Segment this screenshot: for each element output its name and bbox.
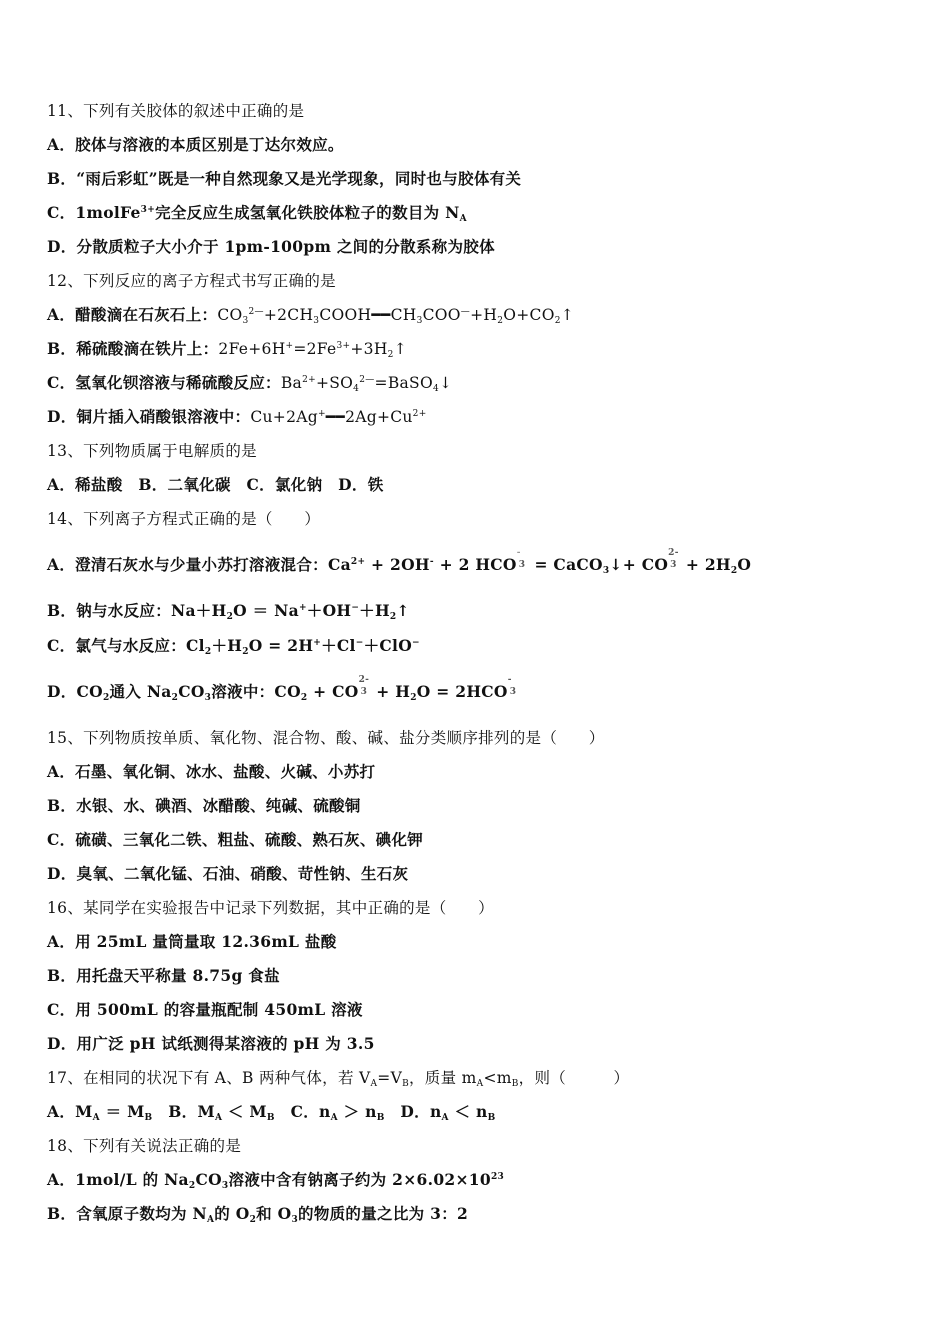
question-15-option-b: B．水银、水、碘酒、冰醋酸、纯碱、硫酸铜 <box>47 796 361 815</box>
question-12-option-d: D．铜片插入硝酸银溶液中：$Cu+2Ag^+━━2Ag+Cu^{2+}$ <box>47 407 427 426</box>
question-12-option-a: A．醋酸滴在石灰石上：$CO_3^{2—}+2CH_3COOH━━CH_3COO^—+H_2O+CO_2↑$ <box>47 305 575 326</box>
question-15-option-c: C．硫磺、三氧化二铁、粗盐、硫酸、熟石灰、碘化钾 <box>47 830 424 849</box>
question-15-option-d: D．臭氧、二氧化锰、石油、硝酸、苛性钠、生石灰 <box>47 864 409 883</box>
question-12-stem: 12、下列反应的离子方程式书写正确的是 <box>47 272 336 290</box>
question-12-option-b: B．稀硫酸滴在铁片上：$2Fe+6H^+=2Fe^{3+}+3H_2↑$ <box>47 339 407 360</box>
question-16-option-a: A．用 25mL 量筒量取 12.36mL 盐酸 <box>47 932 337 951</box>
question-13-stem: 13、下列物质属于电解质的是 <box>47 442 257 460</box>
question-14-stem: 14、下列离子方程式正确的是（ ） <box>47 510 321 528</box>
question-16-option-b: B．用托盘天平称量 8.75g 食盐 <box>47 966 280 985</box>
question-18-option-a: A．1mol/L 的 $Na_2CO_3$溶液中含有钠离子约为 $2\times 6.02\times 10^{23}$ <box>47 1170 505 1191</box>
question-11-option-c: C．1molFe$^{3+}$完全反应生成氢氧化铁胶体粒子的数目为 $N_A$ <box>47 203 467 224</box>
question-16-option-c: C．用 500mL 的容量瓶配制 450mL 溶液 <box>47 1000 363 1019</box>
question-14-option-d: D．$CO_2$通入 $Na_2CO_3$溶液中：$CO_2$ + CO 2- 3 + $H_2O = 2HCO$ - 3 <box>47 675 517 703</box>
question-11-option-d: D．分散质粒子大小介于 1pm-100pm 之间的分散系称为胶体 <box>47 237 495 256</box>
question-11-stem: 11、下列有关胶体的叙述中正确的是 <box>47 102 305 120</box>
question-15-option-a: A．石墨、氧化铜、冰水、盐酸、火碱、小苏打 <box>47 762 376 781</box>
question-18-option-b: B．含氧原子数均为 $N_A$的 $O_2$和 $O_3$的物质的量之比为 3：2 <box>47 1204 469 1225</box>
question-16-option-d: D．用广泛 pH 试纸测得某溶液的 pH 为 3.5 <box>47 1034 375 1053</box>
question-14-option-b: B．钠与水反应：$Na+H_2O$ ＝ $Na^++OH^-+H_2↑$ <box>47 601 410 622</box>
question-16-stem: 16、某同学在实验报告中记录下列数据，其中正确的是（ ） <box>47 899 494 917</box>
question-11-option-a: A．胶体与溶液的本质区别是丁达尔效应。 <box>47 135 344 154</box>
question-17-options: A．$M_A = M_B$ B．$M_A < M_B$ C．$n_A > n_B$ D．$n_A < n_B$ <box>47 1102 496 1123</box>
question-15-stem: 15、下列物质按单质、氧化物、混合物、酸、碱、盐分类顺序排列的是（ ） <box>47 729 605 747</box>
question-14-option-c: C．氯气与水反应：$Cl_2+H_2O = 2H^++Cl^-+ClO^-$ <box>47 636 420 657</box>
question-14-option-a: A．澄清石灰水与少量小苏打溶液混合：$Ca^{2+} + 2OH^- + 2$ HCO - 3 = CaCO$_3$↓+ CO 2- 3 + $2H_2O$ <box>47 548 752 576</box>
question-13-options: A．稀盐酸 B．二氧化碳 C．氯化钠 D．铁 <box>47 475 384 494</box>
question-17-stem: 17、在相同的状况下有 A、B 两种气体，若 $V_A=V_B$，质量 $m_A<m_B$，则（ ） <box>47 1069 630 1089</box>
question-12-option-c: C．氢氧化钡溶液与稀硫酸反应：$Ba^{2+}+SO_4^{2—}=BaSO_4↓$ <box>47 373 453 394</box>
question-11-option-b: B．“雨后彩虹”既是一种自然现象又是光学现象，同时也与胶体有关 <box>47 169 522 188</box>
question-18-stem: 18、下列有关说法正确的是 <box>47 1137 242 1155</box>
